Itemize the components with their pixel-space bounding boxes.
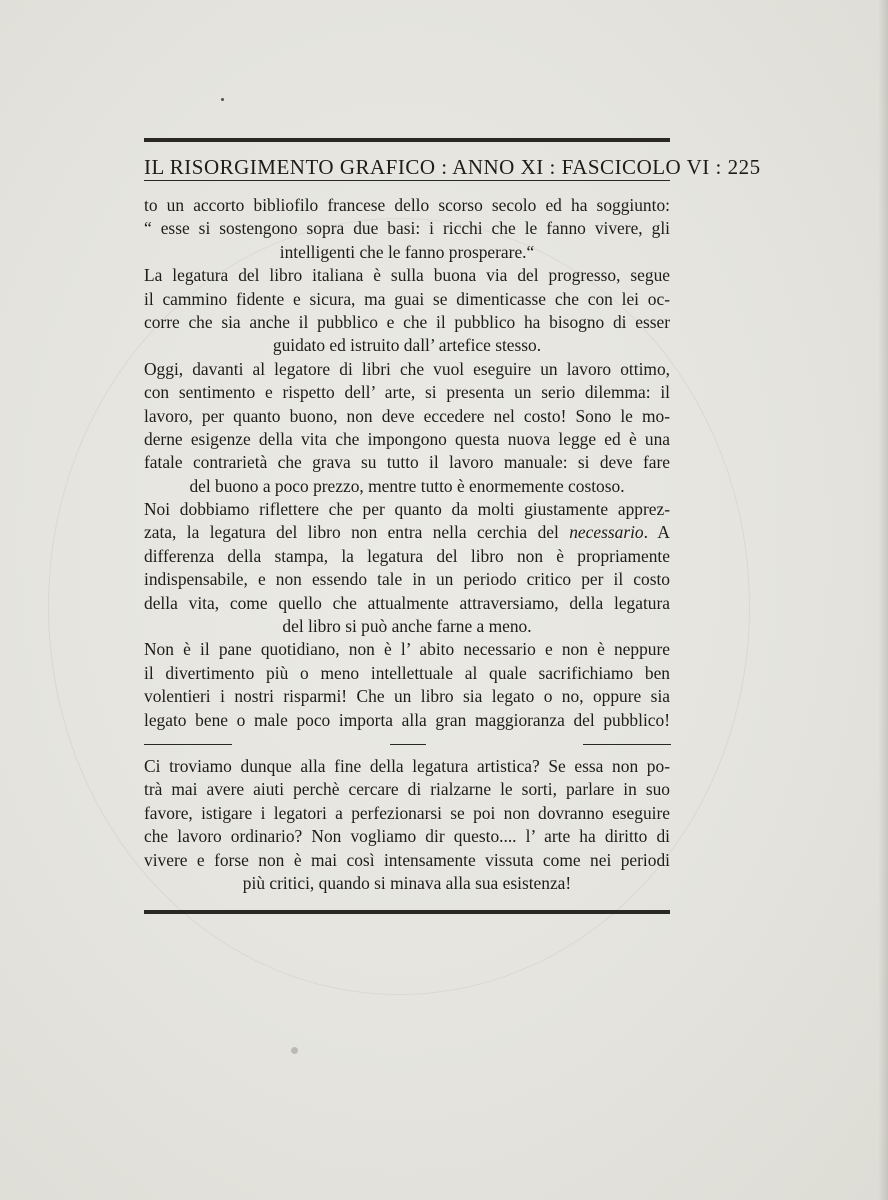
- text-line: fatale contrarietà che grava su tutto il lavoro manuale: si deve fare: [144, 452, 670, 473]
- page-edge-shadow: [878, 0, 888, 1200]
- text-line: indispensabile, e non essendo tale in un periodo critico per il costo: [144, 569, 670, 590]
- text-line: to un accorto bibliofilo francese dello scorso secolo ed ha soggiunto:: [144, 195, 670, 215]
- text-line: il cammino fidente e sicura, ma guai se dimenticasse che con lei oc-: [144, 288, 670, 309]
- text-line: differenza della stampa, la legatura del libro non è propriamente: [144, 545, 670, 566]
- body-text-block-2: [144, 755, 670, 895]
- text-line: Oggi, davanti al legatore di libri che vuol eseguire un lavoro ottimo,: [144, 358, 670, 379]
- emphasized-word: necessario: [569, 522, 644, 543]
- text-line: derne esigenze della vita che impongono questa nuova legge ed è una: [144, 428, 670, 449]
- text-line: corre che sia anche il pubblico e che il pubblico ha bisogno di esser: [144, 311, 670, 332]
- text-line: più critici, quando si minava alla sua esistenza!: [242, 872, 572, 893]
- paper-blemish: [291, 1047, 298, 1054]
- text-line: che lavoro ordinario? Non vogliamo dir questo.... l’ arte ha diritto di: [144, 826, 670, 847]
- text-line: guidato ed istruito dall’ artefice stesso.: [272, 335, 542, 356]
- text-line: Ci troviamo dunque alla fine della legatura artistica? Se essa non po-: [144, 756, 670, 776]
- text-line: favore, istigare i legatori a perfezionarsi se poi non dovranno eseguire: [144, 802, 670, 823]
- section-separator-right: [583, 744, 671, 745]
- text-line: intelligenti che le fanno prosperare.“: [279, 241, 535, 262]
- text-line: del libro si può anche farne a meno.: [282, 616, 532, 637]
- text-line: Noi dobbiamo riflettere che per quanto da molti giustamente apprez-: [144, 499, 670, 520]
- text-line: con sentimento e rispetto dell’ arte, si presenta un serio dilemma: il: [144, 382, 670, 403]
- top-double-rule: [144, 138, 670, 142]
- text-line: La legatura del libro italiana è sulla buona via del progresso, segue: [144, 265, 670, 286]
- bottom-double-rule: [144, 910, 670, 914]
- rule-line: [144, 141, 670, 142]
- text-line: Non è il pane quotidiano, non è l’ abito necessario e non è neppure: [144, 639, 670, 660]
- ink-speck: [221, 98, 224, 101]
- text-line: volentieri i nostri risparmi! Che un libro sia legato o no, oppure sia: [144, 686, 670, 707]
- running-header: IL RISORGIMENTO GRAFICO : ANNO XI : FASCICOLO VI : 225: [144, 155, 761, 179]
- text-line: legato bene o male poco importa alla gran maggioranza del pubblico!: [144, 709, 670, 730]
- text-line: zata, la legatura del libro non entra nella cerchia del necessario. A: [144, 522, 670, 543]
- text-line: “ esse si sostengono sopra due basi: i ricchi che le fanno vivere, gli: [144, 218, 670, 239]
- section-separator-center: [390, 744, 426, 745]
- text-line: trà mai avere aiuti perchè cercare di rialzarne le sorti, parlare in suo: [144, 779, 670, 800]
- section-separator-left: [144, 744, 232, 745]
- text-line: lavoro, per quanto buono, non deve eccedere nel costo! Sono le mo-: [144, 405, 670, 426]
- body-text-block-1: [144, 194, 670, 732]
- text-line: del buono a poco prezzo, mentre tutto è enormemente costoso.: [189, 475, 625, 496]
- header-underline: [144, 180, 670, 181]
- text-line: il divertimento più o meno intellettuale al quale sacrifichiamo ben: [144, 662, 670, 683]
- text-line: vivere e forse non è mai così intensamente vissuta come nei periodi: [144, 849, 670, 870]
- text-line: della vita, come quello che attualmente attraversiamo, della legatura: [144, 592, 670, 613]
- rule-line: [144, 913, 670, 914]
